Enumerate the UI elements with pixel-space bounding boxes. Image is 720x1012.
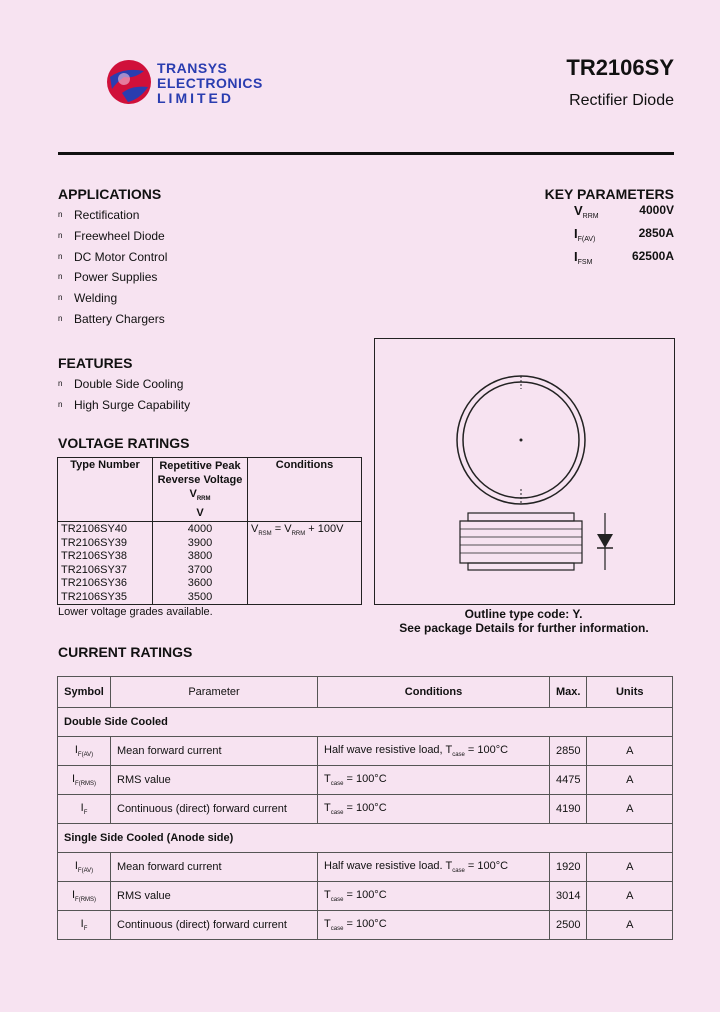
voltage-ratings-heading: VOLTAGE RATINGS [58, 435, 190, 451]
features-list [58, 374, 190, 416]
bullet-icon: n [58, 230, 63, 240]
logo-line-1: TRANSYS [157, 60, 228, 76]
part-number: TR2106SY [566, 55, 674, 80]
header-parameter: Parameter [111, 677, 318, 708]
bullet-icon: n [58, 251, 63, 261]
key-parameters-heading: KEY PARAMETERS [544, 186, 674, 202]
bullet-icon: n [58, 210, 63, 219]
applications-heading: APPLICATIONS [58, 186, 162, 202]
list-item: n DC Motor Control [58, 247, 167, 268]
voltage-note: Lower voltage grades available. [58, 606, 213, 618]
key-parameter-row: $I_{F(AV)}$ 2850A [574, 226, 674, 243]
list-item: n Power Supplies [58, 267, 167, 288]
list-item: n Welding [58, 288, 167, 309]
bullet-icon: n [58, 313, 63, 323]
list-item: n Rectification [58, 205, 167, 226]
company-logo [104, 57, 263, 109]
key-parameter-row: $I_{FSM}$ 62500A [574, 249, 674, 266]
list-item: n High Surge Capability [58, 395, 190, 416]
current-ratings-heading: CURRENT RATINGS [58, 644, 193, 660]
table-row: $I_{F(RMS)}$ RMS value $T_{case} = 100^\circ C$ 3014 A [58, 882, 673, 911]
table-row: $I_{F(AV)}$ Mean forward current Half wave resistive load. $T_{case} = 100^\circ C$ 1920 A [58, 853, 673, 882]
table-row: $I_F$ Continuous (direct) forward current $T_{case} = 100^\circ C$ 4190 A [58, 795, 673, 824]
bullet-icon: n [58, 272, 63, 282]
current-ratings-table [57, 676, 673, 940]
bullet-icon: n [58, 399, 63, 409]
col-type-number: Type Number [58, 458, 153, 522]
list-item: n Double Side Cooling [58, 374, 190, 395]
package-outline-drawing [375, 339, 674, 604]
header-divider [58, 152, 674, 155]
table-row: $I_{F(AV)}$ Mean forward current Half wave resistive load, $T_{case} = 100^\circ C$ 2850 A [58, 737, 673, 766]
outline-code: Outline type code: Y. [464, 607, 583, 621]
bullet-icon: n [58, 293, 63, 303]
applications-list [58, 205, 167, 330]
header-max: Max. [550, 677, 587, 708]
col-reverse-voltage: Repetitive Peak Reverse Voltage $V_{RRM}$ V [153, 458, 248, 522]
features-heading: FEATURES [58, 355, 133, 371]
col-conditions: Conditions [248, 458, 362, 522]
device-type: Rectifier Diode [569, 92, 674, 109]
conditions-cell: $V_{RSM} = V_{RRM} + 100V$ [248, 522, 362, 605]
group-row: Double Side Cooled [58, 708, 673, 737]
key-parameter-row: $V_{RRM}$ 4000V [574, 203, 674, 220]
header-symbol: Symbol [58, 677, 111, 708]
list-item: n Freewheel Diode [58, 226, 167, 247]
bullet-icon: n [58, 379, 63, 388]
outline-drawing-box [374, 338, 675, 605]
type-number-cell: TR2106SY40 TR2106SY39 TR2106SY38 TR2106SY37 TR2106SY36 TR2106SY35 [58, 522, 153, 605]
voltage-cell: 4000 3900 3800 3700 3600 3500 [153, 522, 248, 605]
header-units: Units [587, 677, 673, 708]
table-row: $I_{F(RMS)}$ RMS value $T_{case} = 100^\circ C$ 4475 A [58, 766, 673, 795]
group-row: Single Side Cooled (Anode side) [58, 824, 673, 853]
key-parameters-list [574, 202, 674, 271]
logo-line-3: LIMITED [157, 90, 234, 106]
list-item: n Battery Chargers [58, 309, 167, 330]
voltage-ratings-table [57, 457, 362, 605]
header-conditions: Conditions [318, 677, 550, 708]
outline-note: See package Details for further information. [399, 621, 649, 635]
globe-logo-icon [104, 57, 154, 107]
logo-line-2: ELECTRONICS [157, 75, 263, 91]
table-row: $I_F$ Continuous (direct) forward current $T_{case} = 100^\circ C$ 2500 A [58, 911, 673, 940]
